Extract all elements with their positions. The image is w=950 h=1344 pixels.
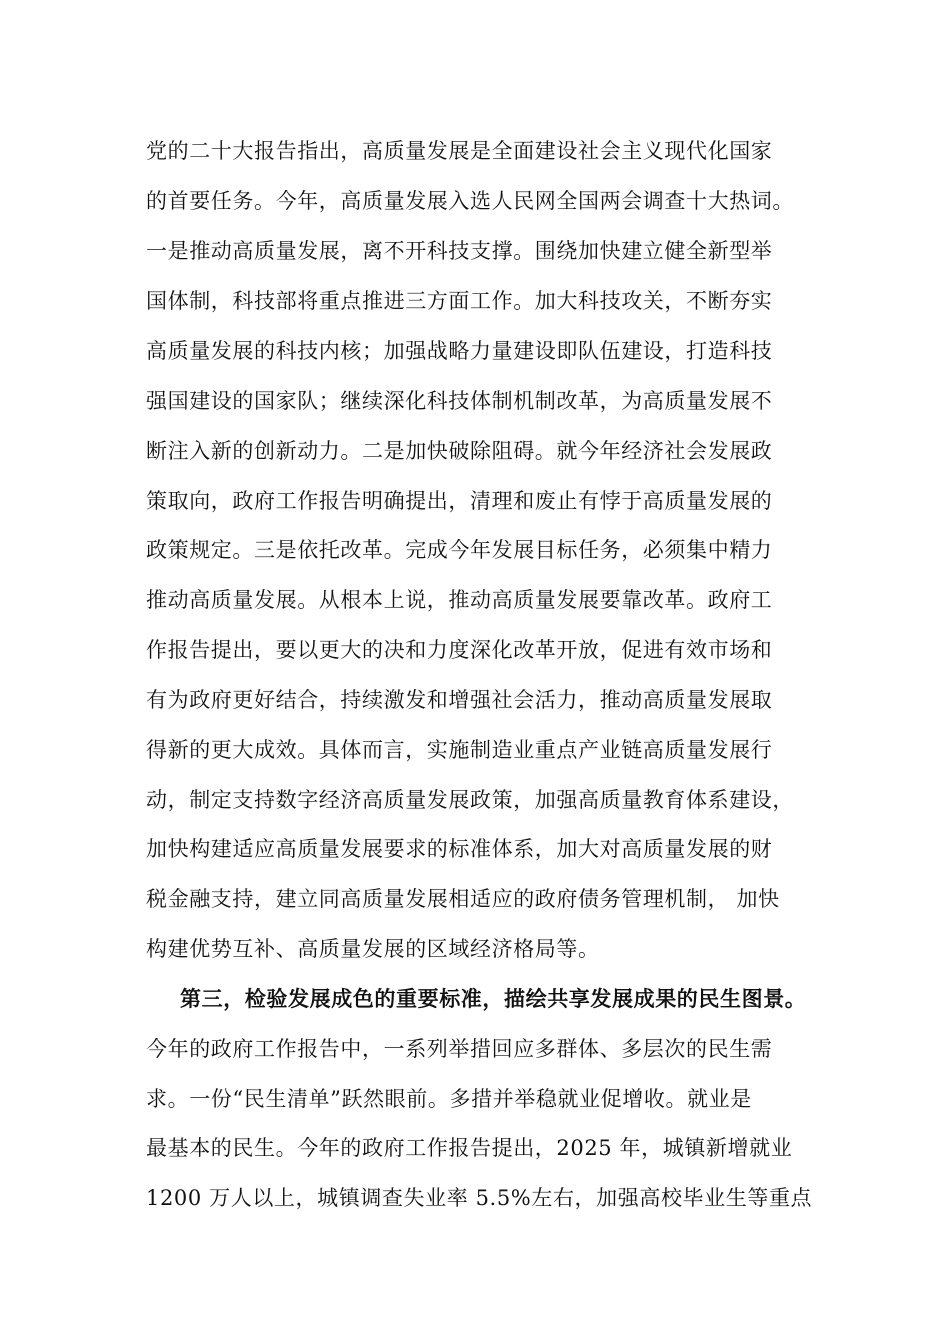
paragraph-line: 得新的更大成效。具体而言，实施制造业重点产业链高质量发展行 [146, 738, 773, 762]
paragraph-line: 税金融支持，建立同高质量发展相适应的政府债务管理机制， 加快 [146, 887, 780, 911]
paragraph-line: 求。一份“民生清单”跃然眼前。多措并举稳就业促增收。就业是 [146, 1087, 752, 1111]
paragraph-line: 政策规定。三是依托改革。完成今年发展目标任务，必须集中精力 [146, 538, 773, 562]
paragraph-line: 高质量发展的科技内核；加强战略力量建设即队伍建设，打造科技 [146, 339, 773, 363]
paragraph-line: 推动高质量发展。从根本上说，推动高质量发展要靠改革。政府工 [146, 588, 773, 612]
paragraph-line: 最基本的民生。今年的政府工作报告提出，2025 年，城镇新增就业 [146, 1136, 793, 1160]
paragraph-line: 构建优势互补、高质量发展的区域经济格局等。 [146, 937, 600, 961]
paragraph-line: 今年的政府工作报告中，一系列举措回应多群体、多层次的民生需 [146, 1037, 773, 1061]
paragraph-line: 策取向，政府工作报告明确提出，清理和废止有悖于高质量发展的 [146, 489, 773, 513]
paragraph-line: 一是推动高质量发展，离不开科技支撑。围绕加快建立健全新型举 [146, 239, 773, 263]
paragraph-line: 有为政府更好结合，持续激发和增强社会活力，推动高质量发展取 [146, 688, 773, 712]
paragraph-line: 作报告提出，要以更大的决和力度深化改革开放，促进有效市场和 [146, 638, 773, 662]
section-heading: 第三，检验发展成色的重要标准，描绘共享发展成果的民生图景。 [180, 987, 807, 1011]
paragraph-line: 动，制定支持数字经济高质量发展政策，加强高质量教育体系建设， [146, 788, 794, 812]
paragraph-line: 1200 万人以上，城镇调查失业率 5.5%左右，加强高校毕业生等重点 [146, 1186, 813, 1210]
paragraph-line: 强国建设的国家队；继续深化科技体制机制改革，为高质量发展不 [146, 389, 773, 413]
paragraph-line: 加快构建适应高质量发展要求的标准体系，加大对高质量发展的财 [146, 837, 773, 861]
paragraph-line: 断注入新的创新动力。二是加快破除阻碍。就今年经济社会发展政 [146, 439, 773, 463]
paragraph-line: 国体制，科技部将重点推进三方面工作。加大科技攻关，不断夯实 [146, 289, 773, 313]
paragraph-line: 党的二十大报告指出，高质量发展是全面建设社会主义现代化国家 [146, 139, 773, 163]
paragraph-line: 的首要任务。今年，高质量发展入选人民网全国两会调查十大热词。 [146, 189, 794, 213]
